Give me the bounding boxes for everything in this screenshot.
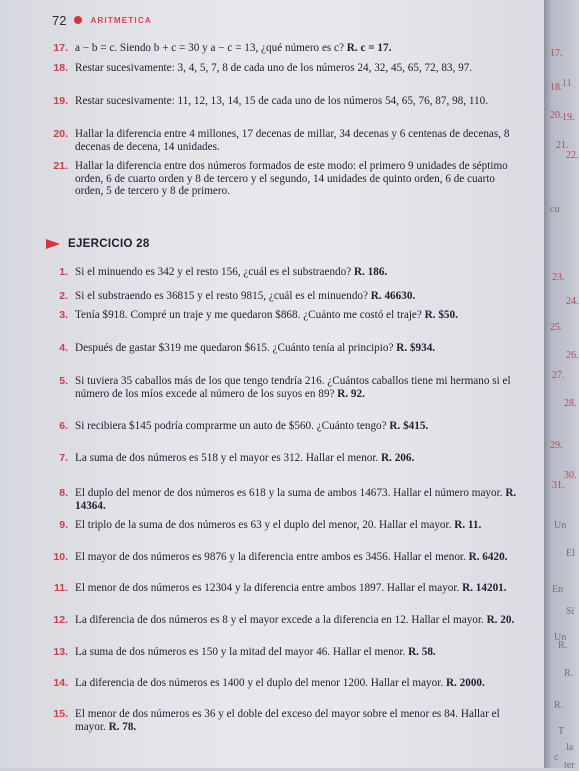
problem-answer: R. $415. [389, 420, 429, 432]
problem-answer: R. 14201. [462, 582, 507, 594]
problem-item [46, 582, 518, 595]
problem-item [46, 375, 518, 400]
problem-item [46, 95, 518, 108]
problem-number: 2. [59, 290, 68, 302]
problem-number: 3. [59, 309, 68, 321]
adjacent-page-fragment: 18. [550, 82, 563, 93]
problem-text [75, 160, 518, 198]
problem-statement: El menor de dos números es 12304 y la diferencia entre ambos 1897. Hallar el mayor. [75, 582, 463, 594]
problem-text [75, 62, 518, 75]
problem-statement: Hallar la diferencia entre dos números formados de este modo: el primero 9 unidades de séptimo orden, 6 de cuarto orden y 8 de tercero y el segundo, 14 unidades de quinto orden, 6 de cuarto orden, 5 de tercero y 8 de primero. [75, 160, 508, 197]
problem-item [46, 290, 518, 303]
problem-text [75, 266, 518, 279]
problem-statement: La diferencia de dos números es 1400 y el duplo del menor 1200. Hallar el mayor. [75, 677, 446, 689]
problem-item [46, 266, 518, 279]
problem-statement: La suma de dos números es 518 y el mayor es 312. Hallar el menor. [75, 452, 382, 464]
problem-number: 5. [59, 375, 68, 387]
problem-item [46, 128, 518, 153]
problem-answer: R. c = 17. [346, 42, 392, 54]
problem-item [46, 646, 518, 659]
problem-item [46, 708, 518, 733]
problem-item [46, 677, 518, 690]
adjacent-page-fragment: R. [564, 668, 574, 679]
problem-statement: Restar sucesivamente: 3, 4, 5, 7, 8 de cada uno de los números 24, 32, 45, 65, 72, 83, 97. [75, 62, 473, 74]
problem-answer: R. $934. [396, 342, 436, 354]
problem-text [75, 551, 518, 564]
problem-text [75, 128, 518, 153]
adjacent-page-fragment: 30. [564, 470, 577, 481]
adjacent-page-fragment: 27. [552, 370, 565, 381]
adjacent-page-fragment: 28. [564, 398, 577, 409]
problem-item [46, 42, 518, 55]
problem-answer: R. 46630. [370, 290, 416, 302]
problem-statement: Restar sucesivamente: 11, 12, 13, 14, 15 de cada uno de los números 54, 65, 76, 87, 98, 110. [75, 95, 489, 107]
problem-item [46, 452, 518, 465]
adjacent-page-fragment: 31. [552, 480, 565, 491]
problem-number: 9. [59, 519, 68, 531]
adjacent-page-fragment: c [554, 752, 559, 763]
problem-statement: Si recibiera $145 podría comprarme un auto de $560. ¿Cuánto tengo? [75, 420, 390, 432]
adjacent-page-fragment: Si [566, 606, 575, 617]
problem-statement: Si el minuendo es 342 y el resto 156, ¿cuál es el substraendo? [75, 266, 354, 278]
problem-statement: Si el substraendo es 36815 y el resto 9815, ¿cuál es el minuendo? [75, 290, 371, 302]
problem-statement: La suma de dos números es 150 y la mitad del mayor 46. Hallar el menor. [75, 646, 409, 658]
problem-text [75, 95, 518, 108]
problem-statement: a − b = c. Siendo b + c = 30 y a − c = 13, ¿qué número es c? [75, 42, 347, 54]
problem-text [75, 309, 518, 322]
problem-number: 19. [53, 95, 68, 107]
problem-statement: El triplo de la suma de dos números es 63 y el duplo del menor, 20. Hallar el mayor. [75, 519, 455, 531]
problem-number: 10. [53, 551, 68, 563]
page-number: 72 [52, 12, 67, 28]
problem-answer: R. 78. [108, 720, 137, 733]
problem-number: 11. [53, 582, 68, 594]
adjacent-page-fragment: la [566, 742, 574, 753]
problem-number: 15. [53, 708, 68, 720]
problem-answer: R. 186. [354, 266, 388, 278]
problem-answer: R. 2000. [445, 677, 485, 689]
adjacent-page-fragment: Un [554, 520, 567, 531]
problem-item [46, 309, 518, 322]
adjacent-page-fragment: 20. [550, 110, 563, 121]
problem-number: 18. [53, 62, 68, 74]
problem-answer: R. 92. [337, 387, 365, 400]
problem-answer: R. 14364. [75, 487, 517, 512]
bullet-dot-icon [74, 16, 82, 24]
problem-statement: El menor de dos números es 36 y el doble del exceso del mayor sobre el menor es 84. Hallar el mayor. [75, 708, 500, 733]
adjacent-page-fragment: 11 [562, 78, 572, 89]
adjacent-page-fragment: R. [558, 640, 568, 651]
adjacent-page-fragment: 22. [566, 150, 579, 161]
problem-statement: El mayor de dos números es 9876 y la diferencia entre ambos es 3456. Hallar el menor. [75, 551, 469, 563]
problem-number: 14. [53, 677, 68, 689]
problem-statement: El duplo del menor de dos números es 618 y la suma de ambos 14673. Hallar el número mayor. [75, 487, 506, 499]
adjacent-page-fragment: 23. [552, 272, 565, 283]
problem-statement: La diferencia de dos números es 8 y el mayor excede a la diferencia en 12. Hallar el mayor. [75, 614, 487, 626]
exercise-heading [46, 236, 150, 252]
problem-text [75, 677, 518, 690]
adjacent-page-fragment: Un [554, 632, 567, 643]
problem-number: 8. [59, 487, 68, 499]
problem-text [75, 646, 518, 659]
adjacent-page-fragment: 24. [566, 296, 579, 307]
problem-number: 12. [53, 614, 68, 626]
problem-answer: R. 206. [381, 452, 415, 464]
problem-text [75, 487, 518, 512]
problem-item [46, 551, 518, 564]
problem-answer: R. 58. [408, 646, 436, 658]
problem-answer: R. $50. [424, 309, 458, 321]
problem-statement: Después de gastar $319 me quedaron $615. ¿Cuánto tenía al principio? [75, 342, 397, 354]
problem-item [46, 614, 518, 627]
problem-statement: Hallar la diferencia entre 4 millones, 17 decenas de millar, 34 decenas y 6 centenas de decenas, 8 decenas de decena, 14 unidades. [75, 128, 510, 153]
exercise-title: EJERCICIO 28 [68, 238, 150, 250]
problem-answer: R. 11. [454, 519, 482, 531]
problem-item [46, 420, 518, 433]
problem-statement: Tenía $918. Compré un traje y me quedaron $868. ¿Cuánto me costó el traje? [75, 309, 425, 321]
problem-answer: R. 20. [486, 614, 515, 626]
problem-number: 7. [59, 452, 68, 464]
problem-number: 17. [53, 42, 68, 54]
page-header [52, 10, 152, 30]
running-title: ARITMETICA [90, 15, 152, 25]
problem-text [75, 452, 518, 465]
problem-item [46, 519, 518, 532]
problem-number: 13. [53, 646, 68, 658]
problem-text [75, 614, 518, 627]
problem-text [75, 342, 518, 355]
adjacent-page-fragment: T [558, 726, 565, 737]
adjacent-page-fragment: cu [550, 204, 560, 215]
adjacent-page-fragment: 19. [562, 112, 575, 123]
problem-text [75, 582, 518, 595]
adjacent-page-edge [544, 0, 579, 771]
adjacent-page-fragment: 17. [550, 48, 563, 59]
adjacent-page-fragment: 25. [550, 322, 563, 333]
problem-text [75, 708, 518, 733]
problem-text [75, 420, 518, 433]
problem-item [46, 487, 518, 512]
adjacent-page-fragment: R. [554, 700, 564, 711]
problem-number: 1. [59, 266, 68, 278]
problem-text [75, 375, 518, 400]
problem-item [46, 160, 518, 198]
problem-item [46, 342, 518, 355]
problem-number: 21. [53, 160, 68, 172]
problem-number: 6. [59, 420, 68, 432]
adjacent-page-fragment: 21. [556, 140, 569, 151]
arrow-right-icon [46, 239, 60, 249]
problem-text [75, 42, 518, 55]
problem-number: 20. [53, 128, 68, 140]
adjacent-page-fragment: 26. [566, 350, 579, 361]
problem-statement: Si tuviera 35 caballos más de los que tengo tendría 216. ¿Cuántos caballos tiene mi hermano si el número de los míos excede al número de los suyos en 89? [75, 375, 511, 400]
adjacent-page-fragment: 29. [550, 440, 563, 451]
adjacent-page-fragment: ter [564, 760, 575, 771]
problem-item [46, 62, 518, 75]
problem-number: 4. [59, 342, 68, 354]
adjacent-page-fragment: En [552, 584, 564, 595]
problem-answer: R. 6420. [468, 551, 508, 563]
problem-text [75, 519, 518, 532]
problem-text [75, 290, 518, 303]
adjacent-page-fragment: El [566, 548, 575, 559]
